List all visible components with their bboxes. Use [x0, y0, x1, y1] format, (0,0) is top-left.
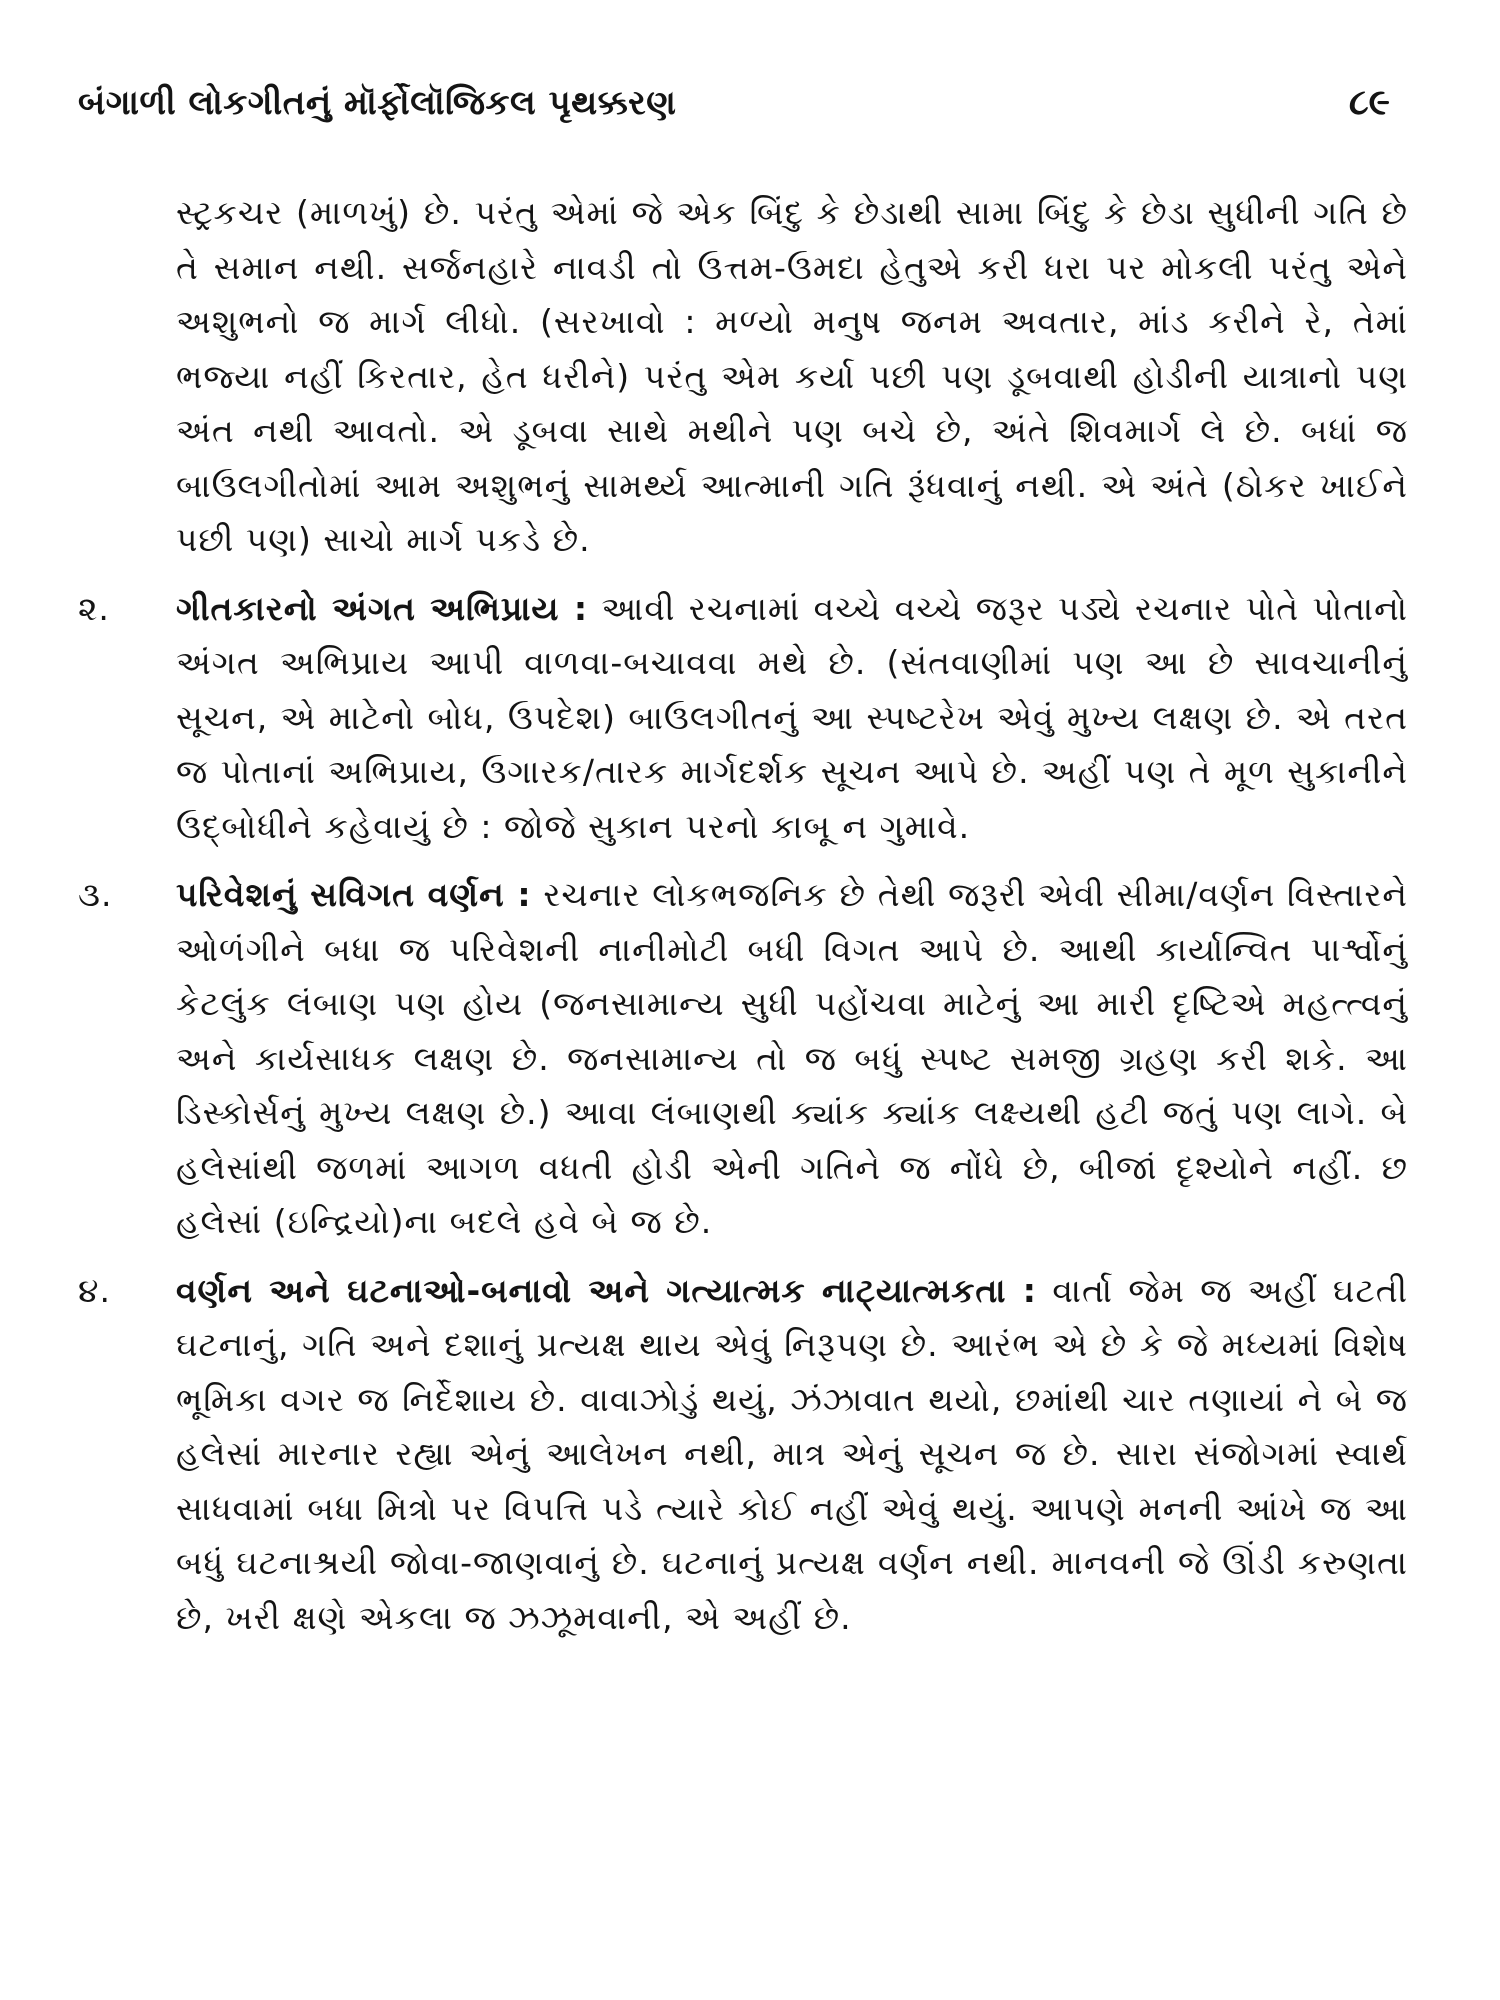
running-header [78, 82, 1408, 142]
running-title: બંગાળી લોકગીતનું મૉર્ફોલૉજિકલ પૃથક્કરણ [78, 83, 677, 123]
item-body: રચનાર લોકભજનિક છે તેથી જરૂરી એવી સીમા/વર્ણન વિસ્તારને ઓળંગીને બધા જ પરિવેશની નાનીમોટી બધી વિગત આપે છે. આથી કાર્યાન્વિત પાર્શ્વોનું કેટલુંક લંબાણ પણ હોય (જનસામાન્ય સુધી પહોંચવા માટેનું આ મારી દૃષ્ટિએ મહત્ત્વનું અને કાર્યસાધક લક્ષણ છે. જનસામાન્ય તો જ બધું સ્પષ્ટ સમજી ગ્રહણ કરી શકે. આ ડિસ્કોર્સનું મુખ્ય લક્ષણ છે.) આવા લંબાણથી ક્યાંક ક્યાંક લક્ષ્યથી હટી જતું પણ લાગે. બે હલેસાંથી જળમાં આગળ વધતી હોડી એની ગતિને જ નોંધે છે, બીજાં દૃશ્યોને નહીં. છ હલેસાં (ઇન્દ્રિયો)ના બદલે હવે બે જ છે. [176, 875, 1408, 1241]
item-body: આવી રચનામાં વચ્ચે વચ્ચે જરૂર પડ્યે રચનાર પોતે પોતાનો અંગત અભિપ્રાય આપી વાળવા-બચાવવા મથે છે. (સંતવાણીમાં પણ આ છે સાવચાનીનું સૂચન, એ માટેનો બોધ, ઉપદેશ) બાઉલગીતનું આ સ્પષ્ટરેખ એવું મુખ્ય લક્ષણ છે. એ તરત જ પોતાનાં અભિપ્રાય, ઉગારક/તારક માર્ગદર્શક સૂચન આપે છે. અહીં પણ તે મૂળ સુકાનીને ઉદ્બોધીને કહેવાયું છે : જોજે સુકાન પરનો કાબૂ ન ગુમાવે. [176, 588, 1408, 846]
item-number: ૨. [78, 588, 110, 628]
item-paragraph [176, 582, 1408, 855]
item-paragraph [176, 1264, 1408, 1646]
item-heading: ગીતકારનો અંગત અભિપ્રાય : [176, 588, 589, 628]
item-heading: વર્ણન અને ઘટનાઓ-બનાવો અને ગત્યાત્મક નાટ્યાત્મકતા : [176, 1270, 1037, 1310]
item-paragraph [176, 868, 1408, 1250]
item-heading: પરિવેશનું સવિગત વર્ણન : [176, 875, 532, 914]
numbered-item-3 [78, 868, 1408, 1250]
page-number: ૮૯ [1348, 82, 1390, 123]
continued-paragraph: સ્ટ્રકચર (માળખું) છે. પરંતુ એમાં જે એક બિંદુ કે છેડાથી સામા બિંદુ કે છેડા સુધીની ગતિ છે તે સમાન નથી. સર્જનહારે નાવડી તો ઉત્તમ-ઉમદા હેતુએ કરી ધરા પર મોકલી પરંતુ એને અશુભનો જ માર્ગ લીધો. (સરખાવો : મળ્યો મનુષ જનમ અવતાર, માંડ કરીને રે, તેમાં ભજ્યા નહીં કિરતાર, હેત ધરીને) પરંતુ એમ કર્યા પછી પણ ડૂબવાથી હોડીની યાત્રાનો પણ અંત નથી આવતો. એ ડૂબવા સાથે મથીને પણ બચે છે, અંતે શિવમાર્ગ લે છે. બધાં જ બાઉલગીતોમાં આમ અશુભનું સામર્થ્ય આત્માની ગતિ રૂંધવાનું નથી. એ અંતે (ઠોકર ખાઈને પછી પણ) સાચો માર્ગ પકડે છે. [176, 193, 1408, 559]
body-text [78, 186, 1408, 1645]
numbered-item-2 [78, 582, 1408, 855]
item-body: વાર્તા જેમ જ અહીં ઘટતી ઘટનાનું, ગતિ અને દશાનું પ્રત્યક્ષ થાય એવું નિરૂપણ છે. આરંભ એ છે કે જે મધ્યમાં વિશેષ ભૂમિકા વગર જ નિર્દેશાય છે. વાવાઝોડું થયું, ઝંઝાવાત થયો, છમાંથી ચાર તણાયાં ને બે જ હલેસાં મારનાર રહ્યા એનું આલેખન નથી, માત્ર એનું સૂચન જ છે. સારા સંજોગમાં સ્વાર્થ સાધવામાં બધા મિત્રો પર વિપત્તિ પડે ત્યારે કોઈ નહીં એવું થયું. આપણે મનની આંખે જ આ બધું ઘટનાશ્રયી જોવા-જાણવાનું છે. ઘટનાનું પ્રત્યક્ષ વર્ણન નથી. માનવની જે ઊંડી કરુણતા છે, ખરી ક્ષણે એકલા જ ઝઝૂમવાની, એ અહીં છે. [176, 1270, 1409, 1637]
item-number: ૩. [78, 875, 113, 914]
item-number: ૪. [78, 1270, 111, 1310]
numbered-item-4 [78, 1264, 1408, 1646]
